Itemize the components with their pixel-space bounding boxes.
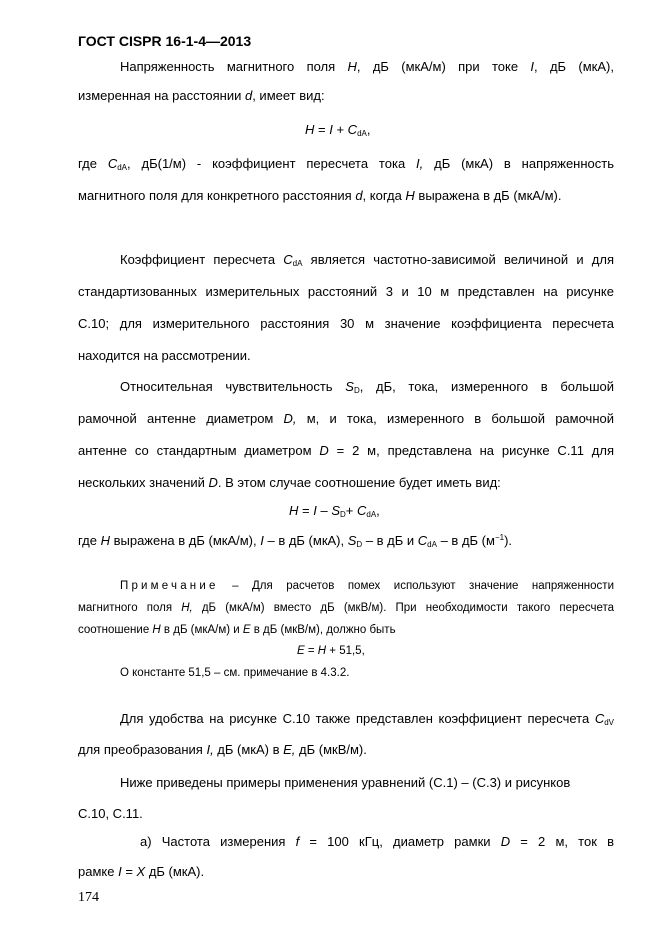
p4-line3: антенне со стандартным диаметром D = 2 м, представлена на рисунке С.11 для (78, 443, 614, 458)
equation-1: $H = I + C_{dA}$, (305, 122, 371, 138)
note-line3: соотношение H в дБ (мкА/м) и E в дБ (мкВ/м), должно быть (78, 624, 396, 636)
p6-line2: для преобразования I, дБ (мкА) в E, дБ (мкВ/м). (78, 742, 367, 757)
p3-line2: стандартизованных измерительных расстояний 3 и 10 м представлен на рисунке (78, 284, 614, 299)
p1-line1: Напряженность магнитного поля H, дБ (мкА/м) при токе I, дБ (мкА), (120, 59, 614, 74)
page-number: 174 (78, 890, 99, 905)
note-line4: О константе 51,5 – см. примечание в 4.3.2. (120, 667, 350, 679)
p3-line1: Коэффициент пересчета $C_{dA}$ является частотно-зависимой величиной и для (120, 252, 615, 268)
p4-line4: нескольких значений D. В этом случае соотношение будет иметь вид: (78, 475, 501, 490)
document-header: ГОСТ CISPR 16-1-4—2013 (78, 33, 252, 49)
p7-line1: Ниже приведены примеры применения уравнений (С.1) – (С.3) и рисунков (120, 775, 571, 790)
p2-line2: магнитного поля для конкретного расстояния d, когда H выражена в дБ (мкА/м). (78, 188, 562, 203)
note-line1: Примечание – Для расчетов помех используют значение напряженности (120, 580, 614, 592)
p4-line1: Относительная чувствительность $S_D$, дБ, тока, измеренного в большой (120, 379, 614, 395)
note-label: Примечание (120, 580, 219, 592)
p1-line2: измеренная на расстоянии d, имеет вид: (78, 88, 325, 103)
p6-line1: Для удобства на рисунке С.10 также представлен коэффициент пересчета $C_{dV}$ (120, 711, 614, 727)
p2-line1: где $C_{dA}$, дБ(1/м) - коэффициент пересчета тока I, дБ (мкА) в напряженность (78, 156, 614, 172)
p4-line2: рамочной антенне диаметром D, м, и тока, измеренного в большой рамочной (78, 411, 614, 426)
p8-line2: рамке I = X дБ (мкА). (78, 864, 205, 879)
p3-line3: С.10; для измерительного расстояния 30 м значение коэффициента пересчета (78, 316, 614, 331)
p5-line: где H выражена в дБ (мкА/м), I – в дБ (мкА), $S_D$ – в дБ и $C_{dA}$ – в дБ $(м^{-1})$. (78, 533, 513, 549)
p3-line4: находится на рассмотрении. (78, 348, 251, 363)
p8-line1: а) Частота измерения f = 100 кГц, диаметр рамки D = 2 м, ток в (140, 834, 614, 849)
equation-2: $H = I - S_D+ C_{dA}$, (289, 503, 380, 519)
note-line2: магнитного поля H, дБ (мкА/м) вместо дБ (мкВ/м). При необходимости такого пересчета (78, 602, 614, 614)
note-equation: E = H + 51,5, (297, 645, 365, 657)
p7-line2: С.10, С.11. (78, 806, 143, 821)
